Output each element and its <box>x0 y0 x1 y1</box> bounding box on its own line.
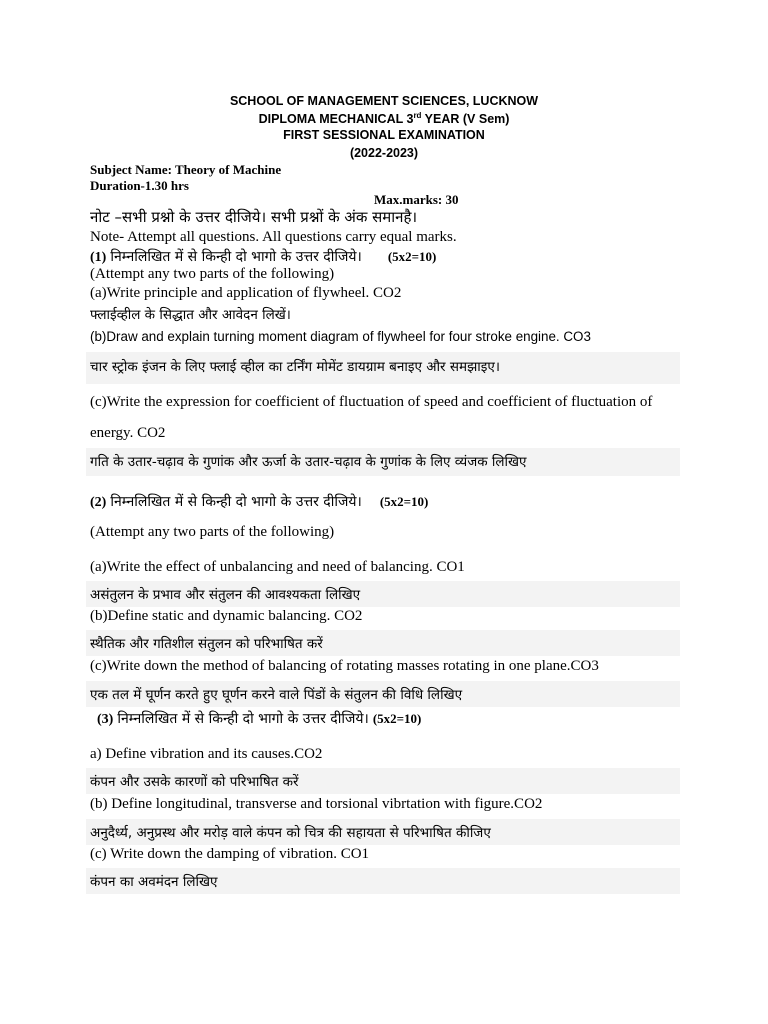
q2-instruction: (Attempt any two parts of the following) <box>90 524 335 540</box>
q3-a-english: a) Define vibration and its causes.CO2 <box>90 746 323 762</box>
q1-heading <box>90 247 436 266</box>
q1-b-english: (b)Draw and explain turning moment diagram of flywheel for four stroke engine. CO3 <box>90 329 591 344</box>
q3-marks: (5x2=10) <box>372 711 422 726</box>
note-hindi: नोट –सभी प्रश्नो के उत्तर दीजिये। सभी प्रश्नों के अंक समानहै। <box>90 208 418 226</box>
q2-heading <box>90 492 428 511</box>
q2-number: (2) <box>90 495 107 510</box>
q3-heading <box>97 709 421 728</box>
q3-hindi-heading: निम्नलिखित में से किन्ही दो भागो के उत्तर दीजिये। <box>117 711 369 727</box>
note-english: Note- Attempt all questions. All questions carry equal marks. <box>90 229 457 245</box>
q3-a-hindi: कंपन और उसके कारणों को परिभाषित करें <box>90 774 299 790</box>
q3-b-english: (b) Define longitudinal, transverse and torsional vibrtation with figure.CO2 <box>90 796 543 812</box>
q1-hindi-heading: निम्नलिखित में से किन्ही दो भागो के उत्तर दीजिये। <box>110 249 362 265</box>
subject-name: Subject Name: Theory of Machine <box>90 162 282 177</box>
q3-b-hindi: अनुदैर्ध्य, अनुप्रस्थ और मरोड़ वाले कंपन को चित्र की सहायता से परिभाषित कीजिए <box>90 825 491 841</box>
q2-a-hindi: असंतुलन के प्रभाव और संतुलन की आवश्यकता लिखिए <box>90 587 361 603</box>
q2-c-hindi: एक तल में घूर्णन करते हुए घूर्णन करने वाले पिंडों के संतुलन की विधि लिखिए <box>90 687 463 703</box>
q1-b-hindi: चार स्ट्रोक इंजन के लिए फ्लाई व्हील का टर्निंग मोमेंट डायग्राम बनाइए और समझाइए। <box>90 359 500 375</box>
q1-c-english-line2: energy. CO2 <box>90 425 166 441</box>
duration: Duration-1.30 hrs <box>90 178 189 193</box>
session-year: (2022-2023) <box>349 146 419 160</box>
q1-instruction: (Attempt any two parts of the following) <box>90 266 335 282</box>
q1-a-english: (a)Write principle and application of flywheel. CO2 <box>90 285 402 301</box>
school-name: SCHOOL OF MANAGEMENT SCIENCES, LUCKNOW <box>229 94 539 108</box>
q2-c-english: (c)Write down the method of balancing of rotating masses rotating in one plane.CO3 <box>90 658 599 674</box>
q2-marks: (5x2=10) <box>379 494 429 509</box>
q2-hindi-heading: निम्नलिखित में से किन्ही दो भागो के उत्तर दीजिये। <box>110 494 362 510</box>
q1-c-english-line1: (c)Write the expression for coefficient of fluctuation of speed and coefficient of fluctuation of <box>90 394 653 410</box>
q3-c-english: (c) Write down the damping of vibration. CO1 <box>90 846 370 862</box>
q3-c-hindi: कंपन का अवमंदन लिखिए <box>90 874 218 890</box>
course-title: DIPLOMA MECHANICAL 3rd YEAR (V Sem) <box>258 111 510 127</box>
q1-a-hindi: फ्लाईव्हील के सिद्धात और आवेदन लिखें। <box>90 307 291 323</box>
q2-b-hindi: स्थैतिक और गतिशील संतुलन को परिभाषित करें <box>90 636 323 652</box>
exam-title: FIRST SESSIONAL EXAMINATION <box>283 128 485 142</box>
q1-c-hindi: गति के उतार-चढ़ाव के गुणांक और ऊर्जा के उतार-चढ़ाव के गुणांक के लिए व्यंजक लिखिए <box>90 454 527 470</box>
q2-a-english: (a)Write the effect of unbalancing and need of balancing. CO1 <box>90 559 465 575</box>
q3-number: (3) <box>97 712 114 727</box>
max-marks: Max.marks: 30 <box>374 192 459 207</box>
q2-b-english: (b)Define static and dynamic balancing. CO2 <box>90 608 363 624</box>
q1-marks: (5x2=10) <box>387 249 437 264</box>
q1-number: (1) <box>90 250 107 265</box>
